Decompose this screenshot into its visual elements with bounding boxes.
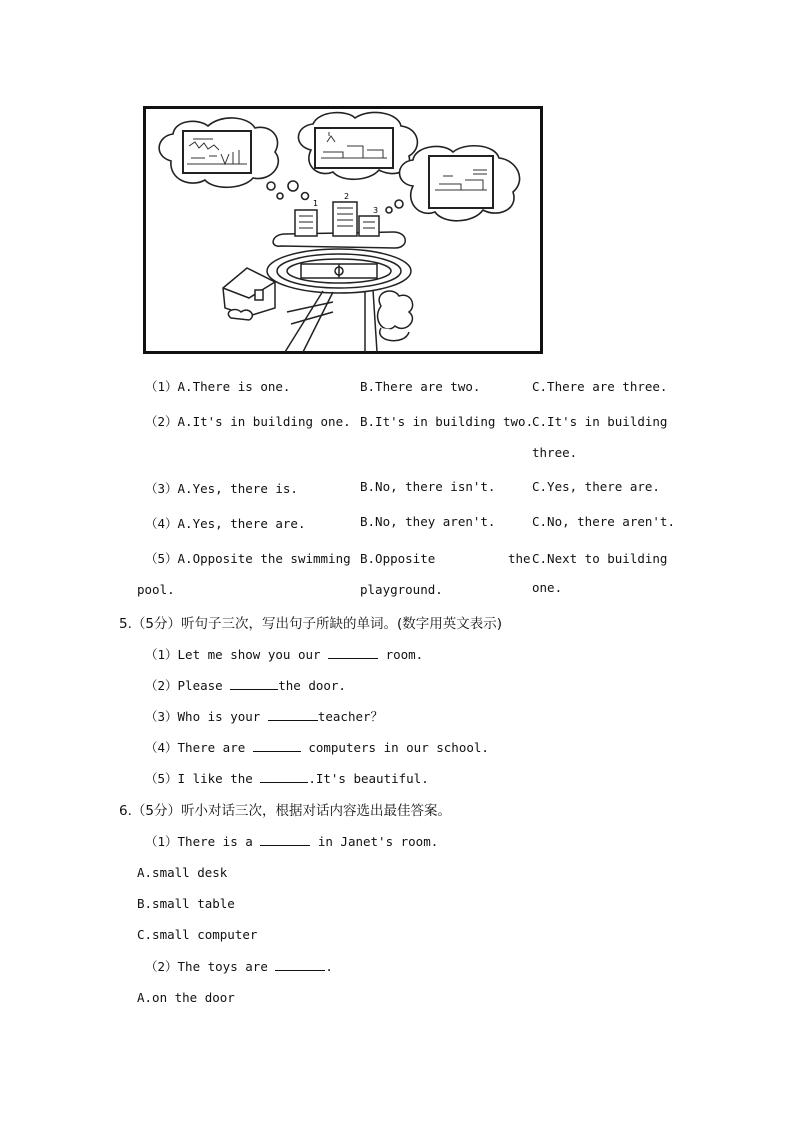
q5-4-text-after: computers in our school. — [300, 740, 489, 755]
q4-5-option-c-cont: one. — [532, 580, 563, 595]
q4-row-2 — [145, 412, 351, 430]
q5-2-text-before: Please — [177, 678, 231, 693]
q6-1-blank[interactable] — [260, 834, 310, 846]
q6-question-1 — [145, 832, 438, 850]
q4-4-num: （4） — [145, 516, 178, 531]
q6-2-text-before: The toys are — [177, 959, 276, 974]
q6-2-blank[interactable] — [275, 959, 325, 971]
q6-1-option-c[interactable]: C.small computer — [137, 927, 258, 942]
q4-2-option-a: A.It's in building one. — [177, 414, 351, 429]
q4-row-1 — [145, 377, 290, 395]
q5-item-5 — [145, 769, 429, 787]
q5-item-4 — [145, 738, 489, 756]
q5-2-blank[interactable] — [230, 678, 278, 690]
q4-4-option-b: B.No, they aren't. — [360, 514, 496, 529]
q4-1-option-c: C.There are three. — [532, 379, 668, 394]
q4-5-num: （5） — [145, 551, 178, 566]
tree-drawing — [378, 291, 413, 341]
q6-heading: 6.（5分）听小对话三次，根据对话内容选出最佳答案。 — [119, 803, 451, 819]
q4-2-option-b: B.It's in building two. — [360, 414, 534, 429]
q5-1-text-after: room. — [378, 647, 424, 662]
q5-1-text-before: Let me show you our — [177, 647, 329, 662]
q5-2-text-after: the door. — [278, 678, 346, 693]
school-picture — [143, 106, 543, 354]
q4-5-option-a: A.Opposite the swimming — [177, 551, 351, 566]
q5-3-num: （3） — [145, 709, 178, 724]
building-label-3: 3 — [373, 206, 379, 215]
q4-3-num: （3） — [145, 481, 178, 496]
q5-4-text-before: There are — [177, 740, 253, 755]
q6-2-text-after: . — [325, 959, 333, 974]
q5-4-blank[interactable] — [253, 740, 301, 752]
running-track — [267, 249, 411, 293]
q4-3-option-c: C.Yes, there are. — [532, 479, 660, 494]
q6-2-option-a[interactable]: A.on the door — [137, 990, 235, 1005]
q4-2-num: （2） — [145, 414, 178, 429]
q4-5-option-b: B.Opposite — [360, 551, 436, 566]
q6-1-text-after: in Janet's room. — [310, 834, 439, 849]
q5-5-num: （5） — [145, 771, 178, 786]
q6-1-option-a[interactable]: A.small desk — [137, 865, 228, 880]
q5-item-1 — [145, 645, 423, 663]
building-label-2: 2 — [344, 192, 350, 201]
q5-item-3 — [145, 707, 383, 725]
q5-3-text-after: teacher？ — [317, 709, 384, 724]
q5-5-blank[interactable] — [260, 771, 308, 783]
q4-3-option-a: A.Yes, there is. — [177, 481, 298, 496]
q6-1-text-before: There is a — [177, 834, 261, 849]
q4-5-option-c: C.Next to building — [532, 551, 668, 566]
q4-2-option-c-cont: three. — [532, 445, 578, 460]
building-label-1: 1 — [313, 199, 319, 208]
q5-1-blank[interactable] — [328, 647, 378, 659]
q5-heading: 5.（5分）听句子三次，写出句子所缺的单词。(数字用英文表示) — [119, 616, 503, 632]
q5-1-num: （1） — [145, 647, 178, 662]
q4-5-option-a-cont: pool. — [137, 582, 175, 597]
q6-1-option-b[interactable]: B.small table — [137, 896, 235, 911]
q4-1-option-b: B.There are two. — [360, 379, 481, 394]
q6-question-2 — [145, 957, 333, 975]
q6-1-num: （1） — [145, 834, 178, 849]
q4-row-3 — [145, 479, 298, 497]
q5-3-blank[interactable] — [268, 709, 318, 721]
q5-2-num: （2） — [145, 678, 178, 693]
q4-5-option-b-cont: playground. — [360, 582, 443, 597]
q4-1-num: （1） — [145, 379, 178, 394]
q5-item-2 — [145, 676, 346, 694]
q6-2-num: （2） — [145, 959, 178, 974]
q4-5-option-b-word: the — [508, 551, 531, 566]
q4-4-option-a: A.Yes, there are. — [177, 516, 306, 531]
q5-3-text-before: Who is your — [177, 709, 268, 724]
q5-4-num: （4） — [145, 740, 178, 755]
q4-row-4 — [145, 514, 305, 532]
q4-1-option-a: A.There is one. — [177, 379, 291, 394]
q4-4-option-c: C.No, there aren't. — [532, 514, 675, 529]
q4-row-5 — [145, 549, 351, 567]
q5-5-text-before: I like the — [177, 771, 261, 786]
q4-3-option-b: B.No, there isn't. — [360, 479, 496, 494]
q4-2-option-c: C.It's in building — [532, 414, 668, 429]
q5-5-text-after: .It's beautiful. — [308, 771, 429, 786]
